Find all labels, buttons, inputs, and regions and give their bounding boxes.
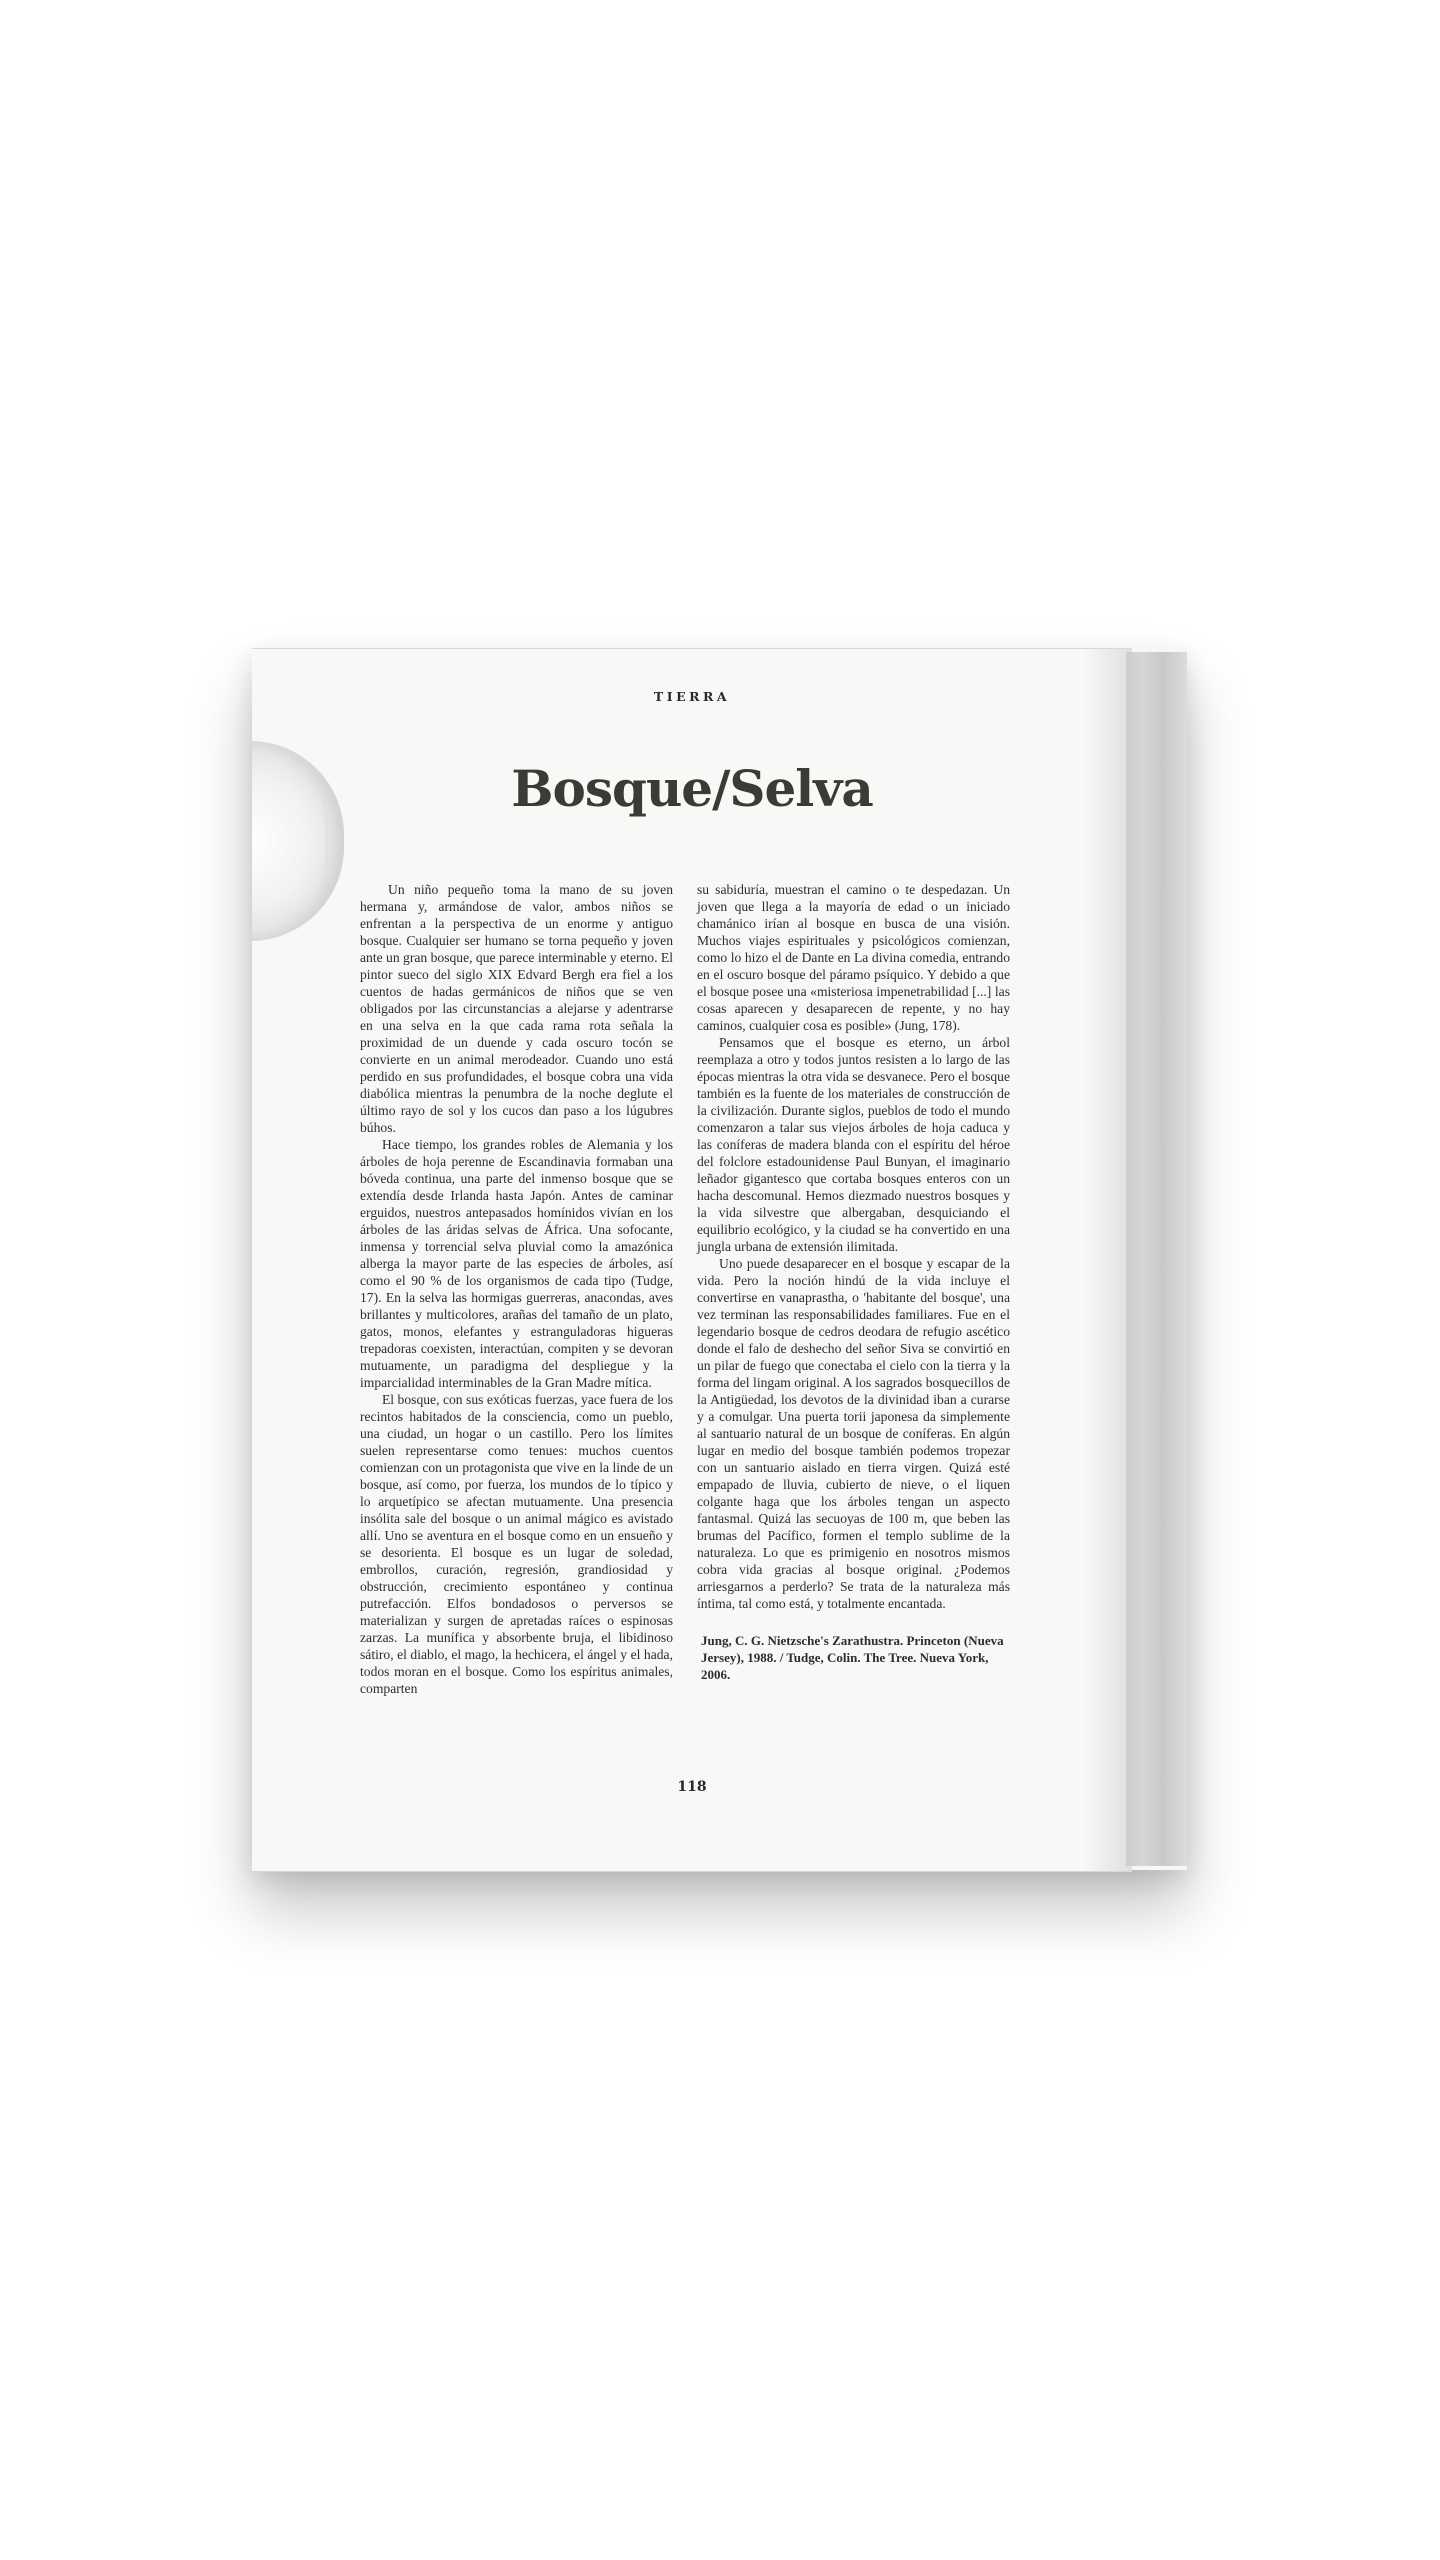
page-title: Bosque/Selva (511, 759, 873, 818)
paragraph: Un niño pequeño toma la mano de su joven hermana y, armándose de valor, ambos niños se enfrentan a la perspectiva de un enorme y antiguo bosque. Cualquier ser humano se torna pequeño y joven ante un gran bosque, que parece interminable y eterno. El pintor sueco del siglo XIX Edvard Bergh era fiel a los cuentos de hadas germánicos de niños que se ven obligados por las circunstancias a alejarse y adentrarse en una selva en la que cada rama rota señala la proximidad de un duende y cada oscuro tocón se convierte en un animal merodeador. Cuando uno está perdido en sus profundidades, el bosque cobra una vida diabólica mientras la penumbra de la noche deglute el último rayo de sol y los cucos dan paso a los lúgubres búhos. (360, 882, 673, 1135)
page-shadow (1082, 649, 1132, 1871)
bibliography: Jung, C. G. Nietzsche's Zarathustra. Princeton (Nueva Jersey), 1988. / Tudge, Colin. The Tree. Nueva York, 2006. (701, 1633, 1004, 1682)
paragraph: Pensamos que el bosque es eterno, un árbol reemplaza a otro y todos juntos resisten a lo largo de las épocas mientras la otra vida se desvanece. Pero el bosque también es la fuente de los materiales de construcción de la civilización. Durante siglos, pueblos de todo el mundo comenzaron a talar sus viejos árboles de hoja caduca y las coníferas de madera blanda con el espíritu del héroe del folclore estadounidense Paul Bunyan, el imaginario leñador gigantesco que cortaba bosques enteros con un hacha descomunal. Hemos diezmado nuestros bosques y la vida silvestre que albergaban, desquiciando el equilibrio ecológico, y la ciudad se ha convertido en una jungla urbana de extensión ilimitada. (697, 1035, 1010, 1254)
paragraph: su sabiduría, muestran el camino o te despedazan. Un joven que llega a la mayoría de edad o un iniciado chamánico irían al bosque en busca de una visión. Muchos viajes espirituales y psicológicos comienzan, como lo hizo el de Dante en La divina comedia, entrando en el oscuro bosque del páramo psíquico. Y debido a que el bosque posee una «misteriosa impenetrabilidad [...] las cosas aparecen y desaparecen de repente, y no hay caminos, cualquier cosa es posible» (Jung, 178). (697, 882, 1010, 1033)
right-column (697, 881, 1010, 1771)
page-edges (1126, 652, 1187, 1866)
paragraph: Hace tiempo, los grandes robles de Alemania y los árboles de hoja perenne de Escandinavia formaban una bóveda continua, una parte del inmenso bosque que se extendía desde Irlanda hasta Japón. Antes de caminar erguidos, nuestros antepasados homínidos vivían en los árboles de las áridas selvas de África. Una sofocante, inmensa y torrencial selva pluvial como la amazónica alberga la mayor parte de las especies de árboles, así como el 90 % de los organismos de cada tipo (Tudge, 17). En la selva las hormigas guerreras, anacondas, aves brillantes y multicolores, arañas del tamaño de un plato, gatos, monos, elefantes y estranguladoras higueras trepadoras coexisten, interactúan, compiten y se devoran mutuamente, un paradigma del despliegue y la imparcialidad interminables de la Gran Madre mítica. (360, 1137, 673, 1390)
paragraph: Uno puede desaparecer en el bosque y escapar de la vida. Pero la noción hindú de la vida incluye el convertirse en vanaprastha, o 'habitante del bosque', una vez terminan las responsabilidades familiares. Fue en el legendario bosque de cedros deodara de refugio ascético donde el falo de deshecho del señor Siva se convirtió en un pilar de fuego que conectaba el cielo con la tierra y la forma del lingam original. A los sagrados bosquecillos de la Antigüedad, los devotos de la divinidad iban a curarse y a comulgar. Una puerta torii japonesa da simplemente al santuario natural de un bosque de coníferas. En algún lugar en medio del bosque también podemos tropezar con un santuario aislado en tierra virgen. Quizá esté empapado de lluvia, cubierto de nieve, o el liquen colgante haga que los árboles tengan un aspecto fantasmal. Quizá las secuoyas de 100 m, que beben las brumas del Pacífico, formen el templo sublime de la naturaleza. Lo que es primigenio en nosotros mismos cobra vida gracias al bosque original. ¿Podemos arriesgarnos a perderlo? Se trata de la naturaleza más íntima, tal como está, y totalmente encantada. (697, 1256, 1010, 1611)
paragraph: El bosque, con sus exóticas fuerzas, yace fuera de los recintos habitados de la consciencia, como un pueblo, una ciudad, un hogar o un castillo. Pero los límites suelen representarse como tenues: muchos cuentos comienzan con un protagonista que vive en la linde de un bosque, así como, por fuerza, los mundos de lo típico y lo arquetípico se afectan mutuamente. Una presencia insólita sale del bosque o un animal mágico es avistado allí. Uno se aventura en el bosque como en un ensueño y se desorienta. El bosque es un lugar de soledad, embrollos, curación, regresión, grandiosidad y obstrucción, crecimiento espontáneo y continua putrefacción. Elfos bondadosos o perversos se materializan y surgen de apretadas raíces o espinosas zarzas. La munífica y absorbente bruja, el libidinoso sátiro, el diablo, el mago, la hechicera, el ángel y el hada, todos moran en el bosque. Como los espíritus animales, comparten (360, 1392, 673, 1696)
left-column (360, 881, 673, 1771)
page-number: 118 (677, 1779, 707, 1795)
book-page (252, 648, 1132, 1872)
text-columns (360, 881, 1010, 1771)
book (252, 648, 1187, 1870)
section-label: TIERRA (653, 689, 731, 704)
